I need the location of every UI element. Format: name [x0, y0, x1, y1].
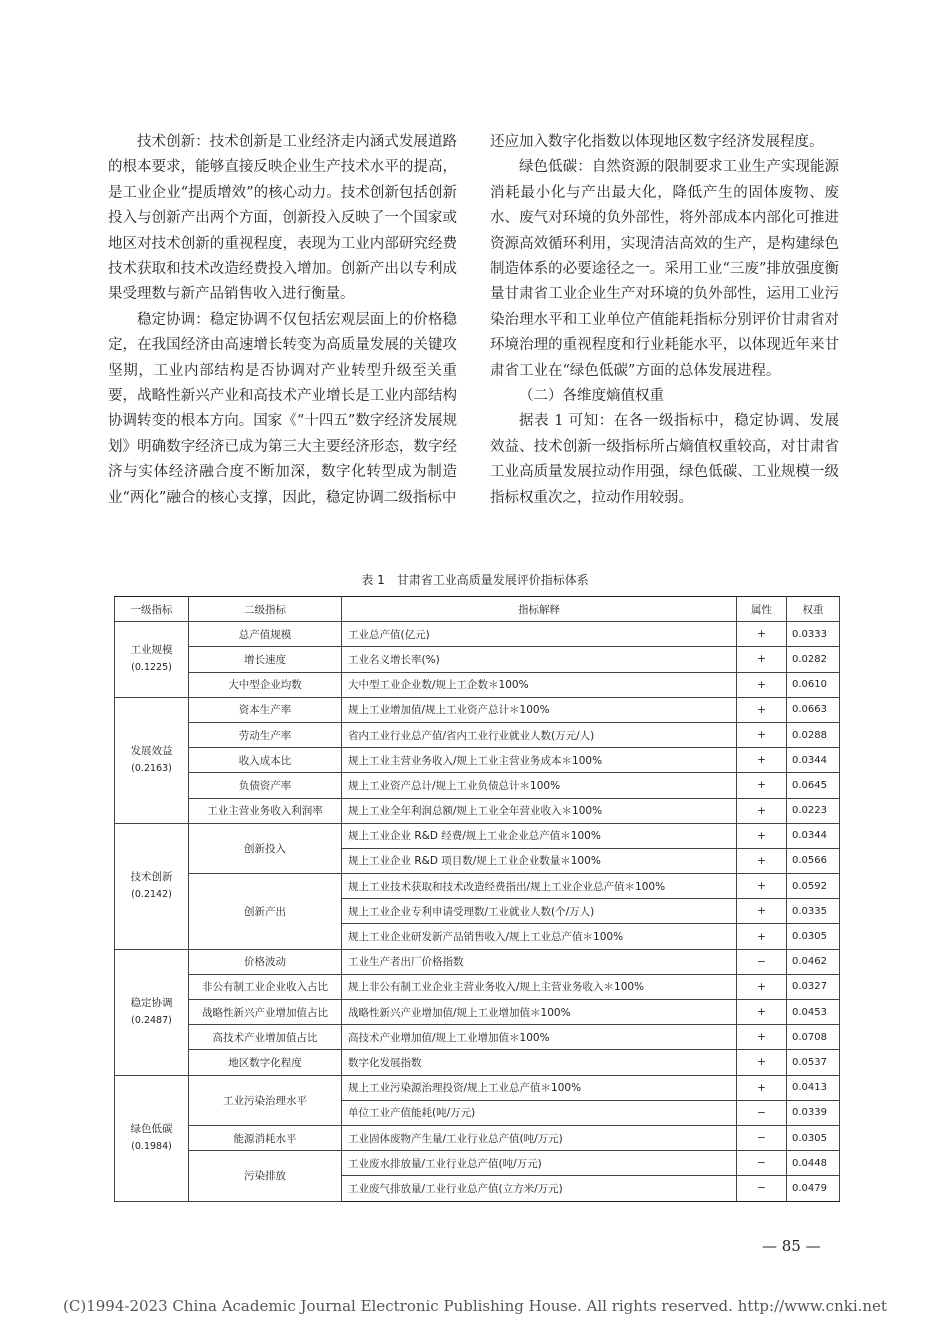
indicator-explanation: 规上工业全年利润总额/规上工业全年营业收入＊100%	[342, 798, 737, 823]
paragraph-tech-innovation: 技术创新：技术创新是工业经济走内涵式发展道路的根本要求，能够直接反映企业生产技术水平的提高，是工业企业“提质增效”的核心动力。技术创新包括创新投入与创新产出两个方面，创新投入反映了一个国家或地区对技术创新的重视程度，表现为工业内部研究经费技术获取和技术改造经费投入增加。创新产出以专利成果受理数与新产品销售收入进行衡量。	[108, 134, 457, 303]
attribute-sign: −	[737, 1125, 787, 1150]
paragraph-entropy-weights: 据表 1 可知：在各一级指标中，稳定协调、发展效益、技术创新一级指标所占熵值权重较高，对甘肃省工业高质量发展拉动作用强，绿色低碳、工业规模一级指标权重次之，拉动作用较弱。	[490, 413, 839, 506]
attribute-sign: −	[737, 949, 787, 974]
attribute-sign: +	[737, 697, 787, 722]
level2-indicator: 能源消耗水平	[189, 1125, 342, 1150]
level2-indicator: 非公有制工业企业收入占比	[189, 974, 342, 999]
indicator-explanation: 规上工业技术获取和技术改造经费指出/规上工业企业总产值＊100%	[342, 874, 737, 899]
weight-value: 0.0327	[787, 974, 840, 999]
table-row	[115, 949, 840, 974]
attribute-sign: +	[737, 1025, 787, 1050]
paragraph-continuation: 还应加入数字化指数以体现地区数字经济发展程度。	[490, 134, 824, 150]
attribute-sign: +	[737, 1000, 787, 1025]
indicator-explanation: 工业名义增长率(%)	[342, 647, 737, 672]
attribute-sign: +	[737, 773, 787, 798]
attribute-sign: +	[737, 823, 787, 848]
attribute-sign: −	[737, 1151, 787, 1176]
level1-weight: (0.1225)	[131, 662, 172, 674]
attribute-sign: +	[737, 722, 787, 747]
table-row	[115, 1000, 840, 1025]
attribute-sign: +	[737, 798, 787, 823]
table-row	[115, 672, 840, 697]
table-row	[115, 697, 840, 722]
attribute-sign: +	[737, 874, 787, 899]
header-explanation: 指标解释	[342, 597, 737, 622]
level2-indicator: 价格波动	[189, 949, 342, 974]
level2-indicator: 创新投入	[189, 823, 342, 873]
weight-value: 0.0413	[787, 1075, 840, 1100]
attribute-sign: +	[737, 1050, 787, 1075]
table-row	[115, 622, 840, 647]
level2-indicator: 创新产出	[189, 874, 342, 950]
level2-indicator: 战略性新兴产业增加值占比	[189, 1000, 342, 1025]
copyright-footer: (C)1994-2023 China Academic Journal Electronic Publishing House. All rights reserved. http://www.cnki.net	[63, 1297, 887, 1315]
table-caption: 表 1 甘肃省工业高质量发展评价指标体系	[361, 573, 589, 587]
page-number: — 85 —	[762, 1237, 821, 1255]
level1-name: 稳定协调	[130, 997, 173, 1010]
weight-value: 0.0479	[787, 1176, 840, 1201]
indicator-table	[114, 596, 840, 1202]
level2-indicator: 增长速度	[189, 647, 342, 672]
header-level2: 二级指标	[189, 597, 342, 622]
indicator-explanation: 规上工业增加值/规上工业资产总计＊100%	[342, 697, 737, 722]
level2-indicator: 负债资产率	[189, 773, 342, 798]
weight-value: 0.0645	[787, 773, 840, 798]
weight-value: 0.0592	[787, 874, 840, 899]
attribute-sign: +	[737, 848, 787, 873]
indicator-explanation: 规上工业企业专利申请受理数/工业就业人数(个/万人)	[342, 899, 737, 924]
weight-value: 0.0223	[787, 798, 840, 823]
indicator-explanation: 数字化发展指数	[342, 1050, 737, 1075]
indicator-explanation: 规上工业资产总计/规上工业负债总计＊100%	[342, 773, 737, 798]
header-weight: 权重	[787, 597, 840, 622]
table-row	[115, 798, 840, 823]
attribute-sign: −	[737, 1176, 787, 1201]
weight-value: 0.0610	[787, 672, 840, 697]
weight-value: 0.0333	[787, 622, 840, 647]
header-attribute: 属性	[737, 597, 787, 622]
table-row	[115, 748, 840, 773]
table-row	[115, 1075, 840, 1100]
level1-indicator	[115, 949, 189, 1075]
weight-value: 0.0566	[787, 848, 840, 873]
table-row	[115, 773, 840, 798]
level1-name: 发展效益	[130, 745, 173, 758]
level2-indicator: 地区数字化程度	[189, 1050, 342, 1075]
indicator-explanation: 工业固体废物产生量/工业行业总产值(吨/万元)	[342, 1125, 737, 1150]
attribute-sign: +	[737, 924, 787, 949]
weight-value: 0.0453	[787, 1000, 840, 1025]
right-column	[490, 130, 839, 511]
indicator-explanation: 省内工业行业总产值/省内工业行业就业人数(万元/人)	[342, 722, 737, 747]
level1-indicator	[115, 1075, 189, 1201]
attribute-sign: +	[737, 748, 787, 773]
level1-weight: (0.2487)	[131, 1015, 172, 1027]
table-body	[115, 622, 840, 1201]
weight-value: 0.0344	[787, 823, 840, 848]
weight-value: 0.0288	[787, 722, 840, 747]
attribute-sign: +	[737, 622, 787, 647]
level1-name: 工业规模	[130, 644, 173, 657]
level2-indicator: 大中型企业均数	[189, 672, 342, 697]
level2-indicator: 资本生产率	[189, 697, 342, 722]
weight-value: 0.0282	[787, 647, 840, 672]
indicator-explanation: 工业废气排放量/工业行业总产值(立方米/万元)	[342, 1176, 737, 1201]
level1-name: 绿色低碳	[130, 1123, 173, 1136]
indicator-explanation: 单位工业产值能耗(吨/万元)	[342, 1100, 737, 1125]
weight-value: 0.0537	[787, 1050, 840, 1075]
attribute-sign: +	[737, 1075, 787, 1100]
level2-indicator: 总产值规模	[189, 622, 342, 647]
level1-indicator	[115, 697, 189, 823]
table-row	[115, 1125, 840, 1150]
table-row	[115, 647, 840, 672]
level1-weight: (0.2142)	[131, 889, 172, 901]
weight-value: 0.0344	[787, 748, 840, 773]
indicator-explanation: 战略性新兴产业增加值/规上工业增加值＊100%	[342, 1000, 737, 1025]
level1-indicator	[115, 823, 189, 949]
weight-value: 0.0305	[787, 1125, 840, 1150]
indicator-explanation: 大中型工业企业数/规上工企数＊100%	[342, 672, 737, 697]
left-column	[108, 130, 457, 511]
level2-indicator: 劳动生产率	[189, 722, 342, 747]
level1-name: 技术创新	[130, 871, 173, 884]
indicator-explanation: 规上工业企业 R&D 经费/规上工业企业总产值＊100%	[342, 823, 737, 848]
indicator-explanation: 工业废水排放量/工业行业总产值(吨/万元)	[342, 1151, 737, 1176]
attribute-sign: +	[737, 647, 787, 672]
indicator-explanation: 工业生产者出厂价格指数	[342, 949, 737, 974]
level2-indicator: 工业主营业务收入利润率	[189, 798, 342, 823]
weight-value: 0.0339	[787, 1100, 840, 1125]
table-header-row	[115, 597, 840, 622]
table-row	[115, 1025, 840, 1050]
indicator-explanation: 规上工业企业 R&D 项目数/规上工业企业数量＊100%	[342, 848, 737, 873]
section-heading: （二）各维度熵值权重	[519, 388, 664, 405]
paragraph-stability: 稳定协调：稳定协调不仅包括宏观层面上的价格稳定，在我国经济由高速增长转变为高质量发展的关键攻坚期，工业内部结构是否协调对产业转型升级至关重要，战略性新兴产业和高技术产业增长是工业内部结构协调转变的根本方向。国家《“十四五”数字经济发展规划》明确数字经济已成为第三大主要经济形态，数字经济与实体经济融合度不断加深，数字化转型成为制造业“两化”融合的核心支撑，因此，稳定协调二级指标中	[108, 311, 457, 506]
weight-value: 0.0335	[787, 899, 840, 924]
level2-indicator: 收入成本比	[189, 748, 342, 773]
weight-value: 0.0448	[787, 1151, 840, 1176]
table-row	[115, 1151, 840, 1176]
table-row	[115, 974, 840, 999]
table-row	[115, 1050, 840, 1075]
indicator-explanation: 高技术产业增加值/规上工业增加值＊100%	[342, 1025, 737, 1050]
indicator-explanation: 规上非公有制工业企业主营业务收入/规上主营业务收入＊100%	[342, 974, 737, 999]
weight-value: 0.0708	[787, 1025, 840, 1050]
attribute-sign: −	[737, 1100, 787, 1125]
level1-indicator	[115, 622, 189, 698]
header-level1: 一级指标	[115, 597, 189, 622]
paragraph-green-lowcarbon: 绿色低碳：自然资源的限制要求工业生产实现能源消耗最小化与产出最大化，降低产生的固体废物、废水、废气对环境的负外部性，将外部成本内部化可推进资源高效循环利用，实现清洁高效的生产，是构建绿色制造体系的必要途径之一。采用工业“三废”排放强度衡量甘肃省工业企业生产对环境的负外部性，运用工业污染治理水平和工业单位产值能耗指标分别评价甘肃省对环境治理的重视程度和行业耗能水平，以体现近年来甘肃省工业在“绿色低碳”方面的总体发展进程。	[490, 159, 839, 379]
indicator-explanation: 规上工业企业研发新产品销售收入/规上工业总产值＊100%	[342, 924, 737, 949]
indicator-explanation: 规上工业主营业务收入/规上工业主营业务成本＊100%	[342, 748, 737, 773]
attribute-sign: +	[737, 672, 787, 697]
attribute-sign: +	[737, 974, 787, 999]
weight-value: 0.0305	[787, 924, 840, 949]
level2-indicator: 污染排放	[189, 1151, 342, 1201]
table-row	[115, 722, 840, 747]
level1-weight: (0.2163)	[131, 763, 172, 775]
attribute-sign: +	[737, 899, 787, 924]
table-row	[115, 823, 840, 848]
weight-value: 0.0663	[787, 697, 840, 722]
weight-value: 0.0462	[787, 949, 840, 974]
table-row	[115, 874, 840, 899]
level2-indicator: 工业污染治理水平	[189, 1075, 342, 1125]
indicator-explanation: 工业总产值(亿元)	[342, 622, 737, 647]
indicator-explanation: 规上工业污染源治理投资/规上工业总产值＊100%	[342, 1075, 737, 1100]
level2-indicator: 高技术产业增加值占比	[189, 1025, 342, 1050]
level1-weight: (0.1984)	[131, 1141, 172, 1153]
